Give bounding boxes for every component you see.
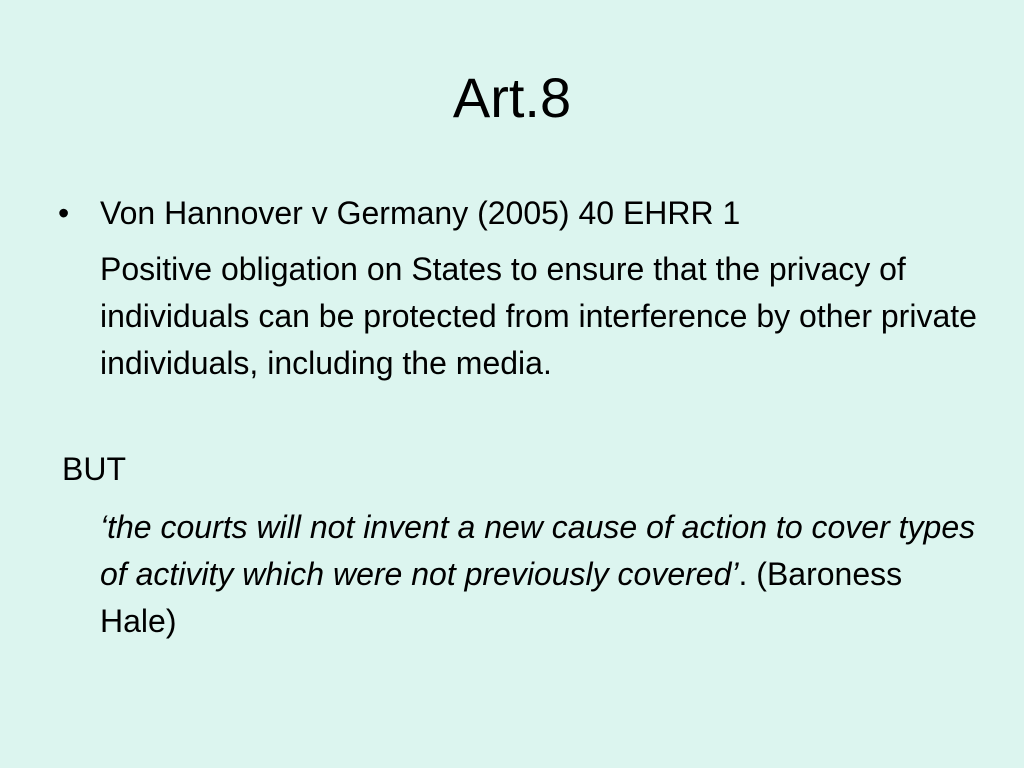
bullet-item — [58, 190, 740, 236]
bullet-marker: • — [58, 195, 70, 231]
slide-title: Art.8 — [452, 66, 572, 129]
case-citation: Von Hannover v Germany (2005) 40 EHRR 1 — [100, 195, 741, 231]
quote-text: ‘the courts will not invent a new cause of action to cover types of activity which were not previously covered’ — [100, 509, 976, 592]
positive-obligation-paragraph: Positive obligation on States to ensure that the privacy of individuals can be protected from interference by other private individuals, including the media. — [100, 251, 977, 381]
connector-but: BUT — [62, 451, 126, 487]
quote-attribution: . (Baroness Hale) — [100, 556, 903, 639]
quote-paragraph — [100, 504, 980, 645]
